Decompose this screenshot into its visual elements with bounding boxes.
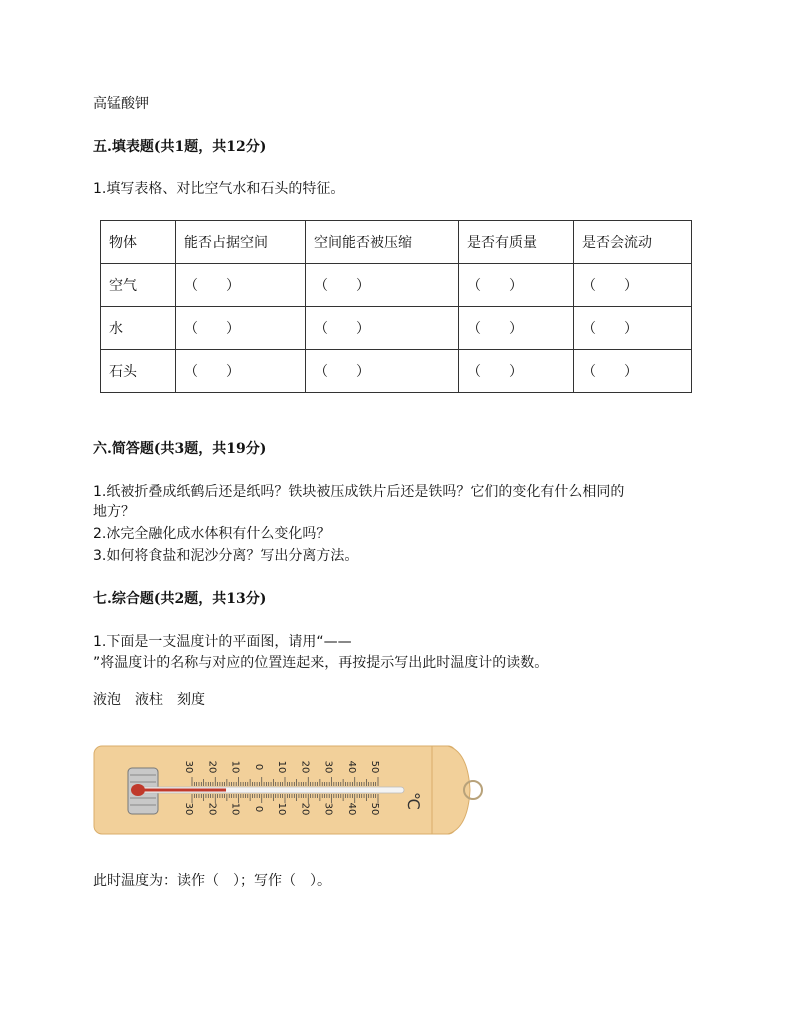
reading-answer-line: 此时温度为：读作（ ）；写作（ ）。 xyxy=(93,873,331,889)
section-6-question-1-line-1: 1.纸被折叠成纸鹤后还是纸吗？铁块被压成铁片后还是铁吗？它们的变化有什么相同的 xyxy=(93,484,625,500)
answer-blank[interactable]: （ ） xyxy=(574,350,692,393)
scale-label: 10 xyxy=(229,802,241,816)
answer-blank[interactable]: （ ） xyxy=(574,264,692,307)
section-7-question-1-line-1: 1.下面是一支温度计的平面图，请用“—— xyxy=(93,634,352,650)
scale-label: 50 xyxy=(369,802,380,816)
answer-blank[interactable]: （ ） xyxy=(176,264,306,307)
scale-label: 20 xyxy=(299,760,311,774)
answer-blank[interactable]: （ ） xyxy=(574,307,692,350)
section-6-question-3: 3.如何将食盐和泥沙分离？写出分离方法。 xyxy=(93,548,359,564)
answer-blank[interactable]: （ ） xyxy=(176,350,306,393)
scale-label: 10 xyxy=(276,760,287,774)
scale-label: 20 xyxy=(206,802,218,816)
scale-label: 20 xyxy=(299,802,311,816)
scale-label: 50 xyxy=(369,760,380,774)
table-header-row xyxy=(101,221,692,264)
table-row xyxy=(101,264,692,307)
row-label: 水 xyxy=(101,307,176,350)
comparison-table xyxy=(100,220,692,393)
answer-blank[interactable]: （ ） xyxy=(176,307,306,350)
scale-label: 30 xyxy=(322,760,334,774)
scale-label: 20 xyxy=(206,760,218,774)
answer-blank[interactable]: （ ） xyxy=(306,307,459,350)
previous-answer-text: 高锰酸钾 xyxy=(93,96,149,112)
scale-label: 10 xyxy=(229,760,241,774)
scale-label: 10 xyxy=(276,802,287,816)
answer-blank[interactable]: （ ） xyxy=(459,350,574,393)
answer-blank[interactable]: （ ） xyxy=(459,307,574,350)
thermometer-figure xyxy=(92,742,488,838)
celsius-unit-label: ℃ xyxy=(404,792,423,810)
table-header-cell: 能否占据空间 xyxy=(176,221,306,264)
scale-label: 30 xyxy=(322,802,334,816)
row-label: 空气 xyxy=(101,264,176,307)
table-header-cell: 物体 xyxy=(101,221,176,264)
section-6-heading: 六.简答题(共3题，共19分) xyxy=(93,441,267,457)
scale-labels-bottom xyxy=(183,803,380,816)
answer-blank[interactable]: （ ） xyxy=(306,264,459,307)
scale-labels-top xyxy=(183,761,380,774)
scale-label: 40 xyxy=(345,760,357,774)
section-7-heading: 七.综合题(共2题，共13分) xyxy=(93,591,267,607)
row-label: 石头 xyxy=(101,350,176,393)
table-header-cell: 空间能否被压缩 xyxy=(306,221,459,264)
section-7-question-1-line-2: ”将温度计的名称与对应的位置连起来，再按提示写出此时温度计的读数。 xyxy=(93,655,549,671)
answer-blank[interactable]: （ ） xyxy=(459,264,574,307)
section-5-question-1: 1.填写表格、对比空气水和石头的特征。 xyxy=(93,181,345,197)
scale-label: 40 xyxy=(345,802,357,816)
scale-label: 30 xyxy=(183,760,194,774)
answer-blank[interactable]: （ ） xyxy=(306,350,459,393)
section-6-question-2: 2.冰完全融化成水体积有什么变化吗？ xyxy=(93,526,331,542)
scale-label: 30 xyxy=(183,802,194,816)
section-6-question-1-line-2: 地方？ xyxy=(93,504,135,520)
table-row xyxy=(101,350,692,393)
scale-label: 0 xyxy=(252,763,264,771)
table-header-cell: 是否有质量 xyxy=(459,221,574,264)
section-5-heading: 五.填表题(共1题，共12分) xyxy=(93,139,267,155)
table-header-cell: 是否会流动 xyxy=(574,221,692,264)
thermometer-part-labels: 液泡 液柱 刻度 xyxy=(93,692,205,708)
liquid-column xyxy=(138,789,226,792)
table-row xyxy=(101,307,692,350)
scale-label: 0 xyxy=(252,805,264,813)
